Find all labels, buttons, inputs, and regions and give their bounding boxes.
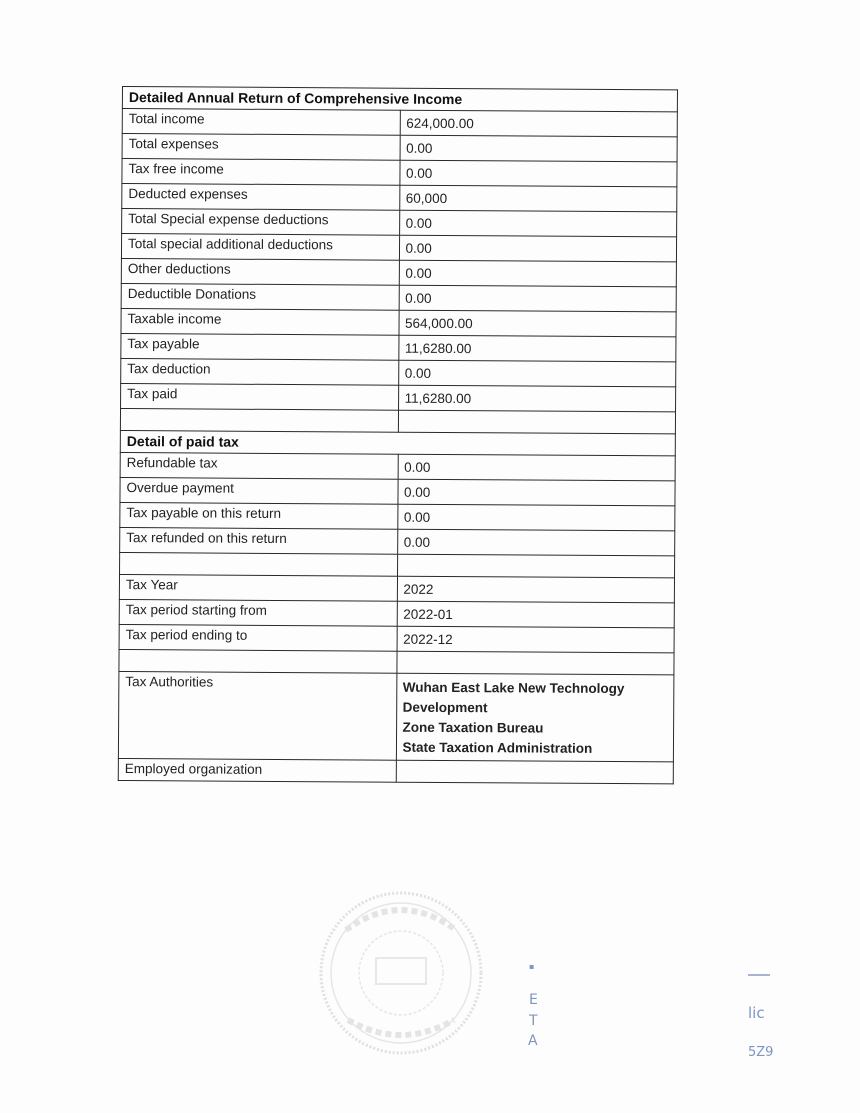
row-value: 2022-12 [397,626,675,653]
row-value: 624,000.00 [400,110,678,137]
row-label: Deductible Donations [121,283,399,310]
row-label: Taxable income [121,308,399,335]
table-row [119,599,674,627]
table-row [120,527,675,555]
row-value: 0.00 [398,360,676,387]
table-row [121,234,676,262]
tax-authorities-label: Tax Authorities [118,671,396,760]
row-value: 0.00 [399,260,677,287]
table-row [121,308,676,336]
row-value: 0.00 [399,160,677,187]
fragment-text: E [529,992,538,1008]
row-value: 0.00 [398,454,676,481]
row-label: Total Special expense deductions [122,209,400,236]
blank-cell [120,408,398,432]
row-value: 11,6280.00 [398,385,676,412]
row-label: Tax paid [121,383,399,410]
row-label: Total special additional deductions [121,234,399,261]
row-label: Tax period starting from [119,599,397,626]
row-label: Tax payable on this return [120,502,398,529]
table-row [119,574,674,602]
tax-return-table-container [118,86,678,784]
table-row [122,209,677,237]
row-value: 0.00 [399,235,677,262]
row-value: 60,000 [399,185,677,212]
row-label: Deducted expenses [122,184,400,211]
table-row [121,333,676,361]
fragment-text: 5Z9 [748,1045,774,1060]
row-label: Tax payable [121,333,399,360]
tax-authorities-row [118,671,674,761]
row-value: 2022-01 [397,601,675,628]
blank-cell [396,651,674,675]
income-section-title: Detailed Annual Return of Comprehensive Income [122,87,677,112]
fragment-dash [748,974,770,976]
authority-line: Wuhan East Lake New Technology Development [402,679,625,716]
table-row [121,383,676,411]
row-value: 0.00 [399,285,677,312]
row-label: Total income [122,109,400,136]
row-value: 2022 [397,576,675,603]
fragment-text: lic [748,1004,765,1022]
paid-tax-section-title: Detail of paid tax [120,430,675,455]
row-label: Tax free income [122,159,400,186]
row-value: 0.00 [399,210,677,237]
table-row [120,477,675,505]
employer-row [118,758,673,783]
table-row [120,452,675,480]
table-row [121,258,676,286]
row-label: Tax deduction [121,358,399,385]
row-label: Other deductions [121,258,399,285]
blank-cell [119,649,397,673]
table-row [122,109,677,137]
fragment-text: T [529,1013,538,1029]
row-value: 0.00 [397,504,675,531]
fragment-mark: ▪ [529,962,535,971]
blank-cell [120,552,398,576]
table-row [122,159,677,187]
row-label: Overdue payment [120,477,398,504]
row-label: Refundable tax [120,452,398,479]
blank-cell [398,410,676,434]
official-seal-icon [318,890,484,1056]
employer-value [396,760,674,784]
row-value: 0.00 [397,479,675,506]
row-label: Tax Year [119,574,397,601]
row-label: Tax period ending to [119,624,397,651]
tax-authorities-value [396,673,674,762]
row-label: Tax refunded on this return [120,527,398,554]
table-row [122,184,677,212]
row-value: 0.00 [400,135,678,162]
row-value: 0.00 [397,529,675,556]
row-value: 11,6280.00 [398,335,676,362]
tax-return-table [118,86,678,784]
table-row [122,134,677,162]
table-row [121,358,676,386]
table-row [119,624,674,652]
fragment-text: A [528,1033,538,1049]
row-value: 564,000.00 [398,310,676,337]
authority-line: State Taxation Administration [402,739,593,756]
employer-label: Employed organization [118,758,396,782]
table-row [120,502,675,530]
row-label: Total expenses [122,134,400,161]
blank-cell [397,554,675,578]
table-row [121,283,676,311]
authority-line: Zone Taxation Bureau [402,719,544,736]
